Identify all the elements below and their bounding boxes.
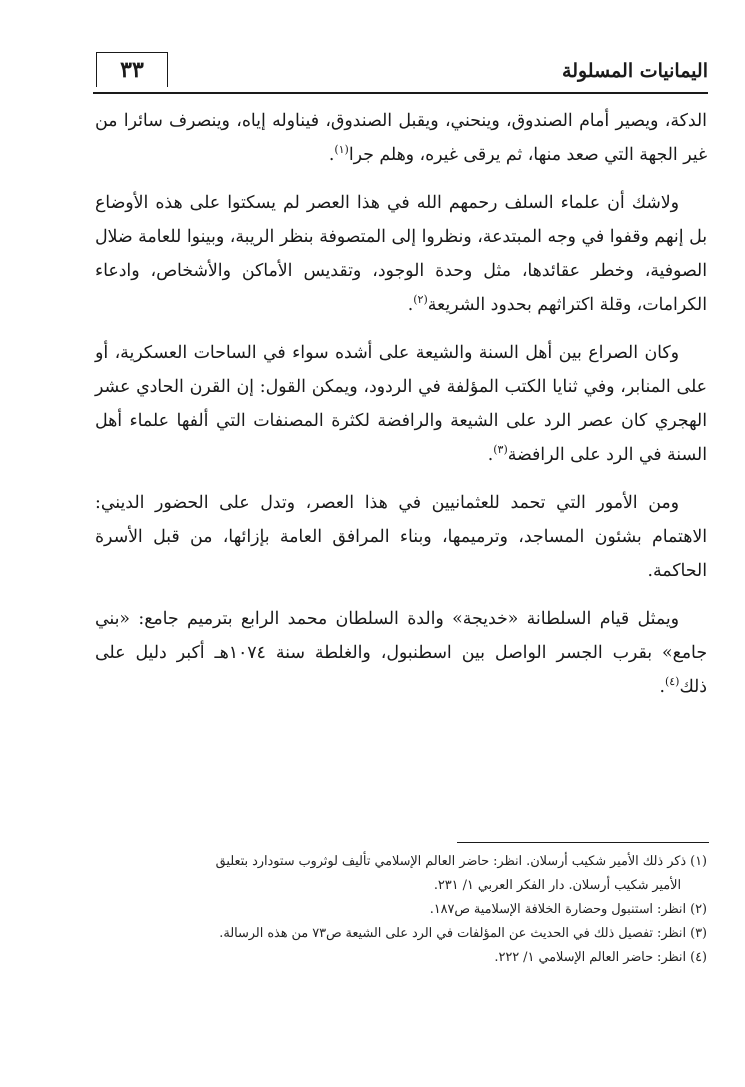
footnote-text: ذكر ذلك الأمير شكيب أرسلان. انظر: حاضر العالم الإسلامي تأليف لوثروب ستودارد بتعليق xyxy=(215,854,687,869)
paragraph-text: الدكة، ويصير أمام الصندوق، وينحني، ويقبل الصندوق، فيناوله إياه، وينصرف سائرا من غير الجهة التي صعد منها، ثم يرقى غيره، وهلم جرا xyxy=(95,111,707,165)
paragraph-3 xyxy=(95,336,707,472)
paragraph-text: وكان الصراع بين أهل السنة والشيعة على أشده سواء في الساحات العسكرية، أو على المنابر، وفي ثنايا الكتب المؤلفة في الردود، ويمكن القول: إن القرن الحادي عشر الهجري كان عصر الرد على الشيعة والرافضة لكثرة المصنفات التي ألفها علماء أهل السنة في الرد على الرافضة xyxy=(95,343,707,465)
footnote-2 xyxy=(95,898,707,922)
footnote-4 xyxy=(95,946,707,970)
footnote-3 xyxy=(95,922,707,946)
footnote-ref: (٢) xyxy=(413,293,428,307)
footnote-1 xyxy=(95,850,707,874)
footnote-ref: (٤) xyxy=(664,675,680,689)
footnote-number: (٣) xyxy=(690,926,707,941)
footnote-number: (٤) xyxy=(690,950,707,965)
footnote-1-continued xyxy=(95,874,707,898)
footnote-number: (١) xyxy=(690,854,707,869)
footnote-divider xyxy=(457,842,709,843)
paragraph-1 xyxy=(95,104,707,172)
book-title: اليمانيات المسلولة xyxy=(562,60,708,82)
paragraph-tail: . xyxy=(487,445,494,465)
footnotes xyxy=(95,850,707,970)
main-text xyxy=(95,104,707,718)
footnote-number: (٢) xyxy=(690,902,707,917)
paragraph-text: ويمثل قيام السلطانة «خديجة» والدة السلطان محمد الرابع بترميم جامع: «بني جامع» بقرب الجسر الواصل بين اسطنبول، والغلطة سنة ١٠٧٤هـ أكبر دليل على ذلك xyxy=(95,609,707,697)
footnote-ref: (٣) xyxy=(493,443,508,457)
paragraph-text: ولاشك أن علماء السلف رحمهم الله في هذا العصر لم يسكتوا على هذه الأوضاع بل إنهم وقفوا في وجه المبتدعة، ونظروا إلى المتصوفة بنظر الريبة، وبينوا للعامة ضلال الصوفية، وخطر عقائدها، مثل وحدة الوجود، وتقديس الأماكن والأشخاص، وادعاء الكرامات، وقلة اكتراثهم بحدود الشريعة xyxy=(95,193,707,315)
paragraph-tail: . xyxy=(328,145,335,165)
paragraph-2 xyxy=(95,186,707,322)
footnote-text: انظر: استنبول وحضارة الخلافة الإسلامية ص١٨٧. xyxy=(429,902,687,917)
paragraph-5 xyxy=(95,602,707,704)
page-number: ٣٣ xyxy=(96,52,168,87)
footnote-text: الأمير شكيب أرسلان. دار الفكر العربي ١/ ٢٣١. xyxy=(433,878,681,893)
footnote-text: انظر: تفصيل ذلك في الحديث عن المؤلفات في الرد على الشيعة ص٧٣ من هذه الرسالة. xyxy=(219,926,687,941)
paragraph-4 xyxy=(95,486,707,588)
header-divider xyxy=(93,92,708,94)
footnote-ref: (١) xyxy=(334,143,349,157)
running-header xyxy=(93,52,708,94)
footnote-text: انظر: حاضر العالم الإسلامي ١/ ٢٢٢. xyxy=(494,950,687,965)
paragraph-tail: . xyxy=(659,677,665,697)
paragraph-text: ومن الأمور التي تحمد للعثمانيين في هذا العصر، وتدل على الحضور الديني: الاهتمام بشئون المساجد، وترميمها، وبناء المرافق العامة بإزائها، من قبل الأسرة الحاكمة. xyxy=(95,493,707,581)
paragraph-tail: . xyxy=(407,295,414,315)
